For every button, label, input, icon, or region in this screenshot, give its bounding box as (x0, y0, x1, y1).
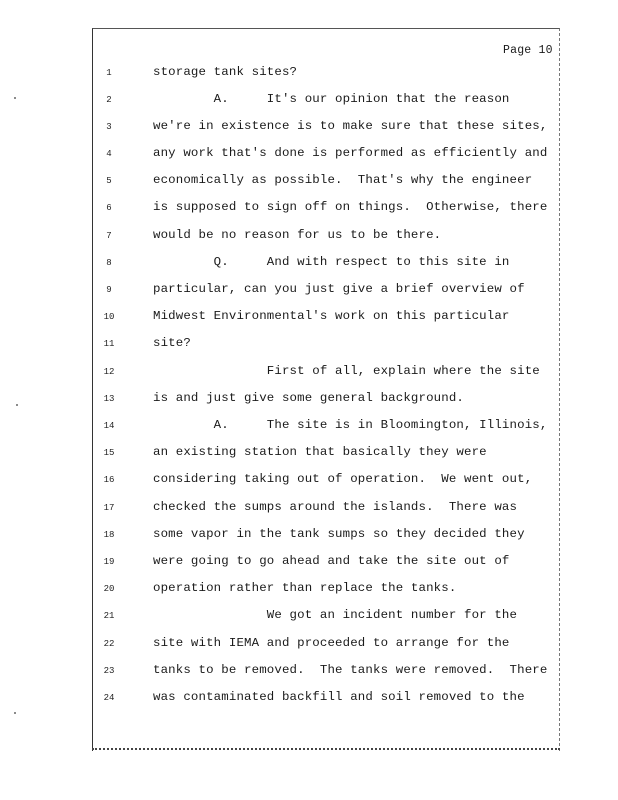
line-text: Midwest Environmental's work on this particular (153, 309, 510, 323)
transcript-line (0, 418, 618, 438)
line-text: site? (153, 336, 191, 350)
line-number: 17 (103, 503, 115, 513)
line-text: A. It's our opinion that the reason (153, 92, 510, 106)
line-number: 8 (106, 258, 112, 268)
line-number: 5 (106, 176, 112, 186)
transcript-line (0, 336, 618, 356)
line-text: is and just give some general background. (153, 391, 465, 405)
line-text: checked the sumps around the islands. There was (153, 500, 518, 514)
transcript-line (0, 690, 618, 710)
line-text: tanks to be removed. The tanks were removed. There (153, 663, 548, 677)
transcript-line (0, 309, 618, 329)
line-text: operation rather than replace the tanks. (153, 581, 457, 595)
line-number: 4 (106, 149, 112, 159)
line-text: some vapor in the tank sumps so they decided they (153, 527, 525, 541)
transcript-line (0, 173, 618, 193)
scan-speck (14, 97, 16, 99)
line-text: storage tank sites? (153, 65, 298, 79)
scan-speck (16, 404, 18, 406)
transcript-line (0, 255, 618, 275)
transcript-line (0, 228, 618, 248)
transcript-line (0, 200, 618, 220)
transcript-line (0, 282, 618, 302)
transcript-line (0, 445, 618, 465)
line-text: A. The site is in Bloomington, Illinois, (153, 418, 548, 432)
line-text: site with IEMA and proceeded to arrange for the (153, 636, 510, 650)
line-text: any work that's done is performed as efficiently and (153, 146, 548, 160)
line-text: would be no reason for us to be there. (153, 228, 442, 242)
line-number: 2 (106, 95, 112, 105)
transcript-line (0, 92, 618, 112)
line-number: 10 (103, 312, 115, 322)
line-text: economically as possible. That's why the engineer (153, 173, 533, 187)
line-number: 12 (103, 367, 115, 377)
transcript-line (0, 636, 618, 656)
transcript-line (0, 391, 618, 411)
line-number: 19 (103, 557, 115, 567)
line-number: 18 (103, 530, 115, 540)
transcript-line (0, 554, 618, 574)
line-number: 14 (103, 421, 115, 431)
line-text: First of all, explain where the site (153, 364, 540, 378)
page-number: Page 10 (503, 44, 553, 57)
line-number: 22 (103, 639, 115, 649)
transcript-line (0, 500, 618, 520)
transcript-line (0, 581, 618, 601)
line-number: 21 (103, 611, 115, 621)
line-text: We got an incident number for the (153, 608, 518, 622)
bottom-rule (92, 748, 560, 750)
transcript-line (0, 146, 618, 166)
line-number: 7 (106, 231, 112, 241)
line-text: was contaminated backfill and soil removed to the (153, 690, 525, 704)
line-text: particular, can you just give a brief overview of (153, 282, 525, 296)
line-text: were going to go ahead and take the site out of (153, 554, 510, 568)
transcript-line (0, 472, 618, 492)
line-number: 1 (106, 68, 112, 78)
line-text: considering taking out of operation. We went out, (153, 472, 533, 486)
line-number: 6 (106, 203, 112, 213)
line-text: is supposed to sign off on things. Otherwise, there (153, 200, 548, 214)
transcript-line (0, 364, 618, 384)
line-number: 24 (103, 693, 115, 703)
line-number: 11 (103, 339, 115, 349)
line-text: Q. And with respect to this site in (153, 255, 510, 269)
scan-speck (14, 712, 16, 714)
line-number: 15 (103, 448, 115, 458)
transcript-line (0, 663, 618, 683)
transcript-line (0, 119, 618, 139)
line-text: an existing station that basically they were (153, 445, 487, 459)
transcript-line (0, 527, 618, 547)
line-number: 16 (103, 475, 115, 485)
transcript-line (0, 608, 618, 628)
line-text: we're in existence is to make sure that these sites, (153, 119, 548, 133)
line-number: 23 (103, 666, 115, 676)
line-number: 9 (106, 285, 112, 295)
line-number: 3 (106, 122, 112, 132)
transcript-line (0, 65, 618, 85)
line-number: 20 (103, 584, 115, 594)
line-number: 13 (103, 394, 115, 404)
